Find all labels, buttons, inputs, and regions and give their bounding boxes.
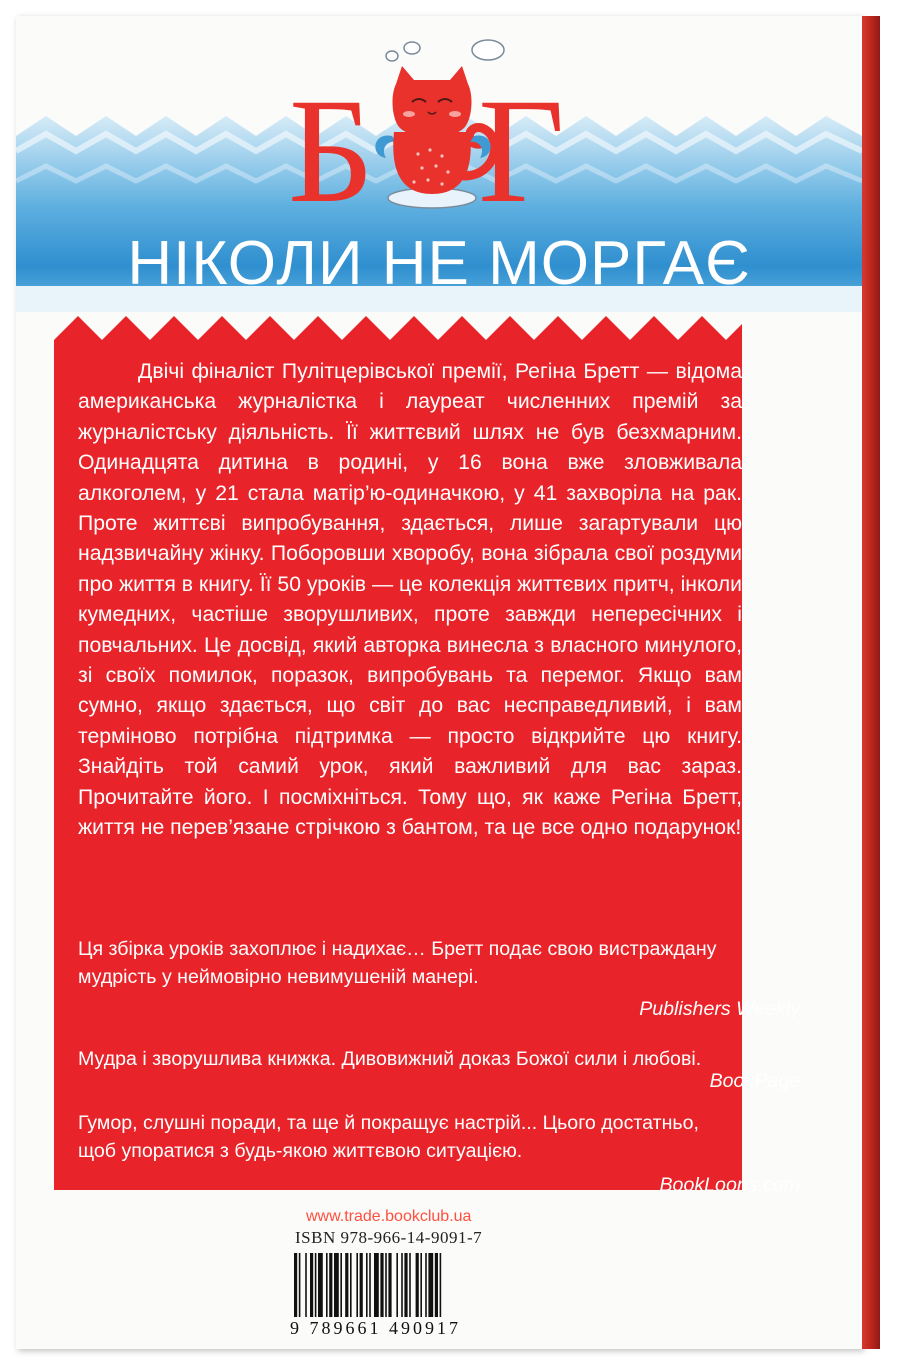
barcode-bar: [396, 1253, 398, 1317]
barcode-bar: [345, 1253, 348, 1317]
barcode-bar: [350, 1253, 352, 1317]
review-source-1: Publishers Weekly: [639, 998, 800, 1020]
barcode-bar: [380, 1253, 383, 1317]
barcode-bar: [360, 1253, 363, 1317]
barcode-bar: [315, 1253, 317, 1317]
publisher-url[interactable]: www.trade.bookclub.ua: [306, 1208, 472, 1225]
barcode-bar: [329, 1253, 332, 1317]
subtitle: НІКОЛИ НЕ МОРГАЄ: [127, 229, 751, 298]
barcode-bar: [425, 1253, 427, 1317]
title: [16, 68, 862, 236]
blurb-text: Двічі фіналіст Пулітцерівської премії, Регіна Бретт — відома американська журналістка і лауреат численних премій за журналістську діяльність. Її життєвий шлях не був безхмарним. Одинадцята дитина в родині, у 16 вона вже зловживала алкоголем, у 21 стала матір’ю-одиначкою, у 41 захворіла на рак. Проте життєві випробування, здається, лише загартували цю надзвичайну жінку. Поборовши хворобу, вона зібрала свої роздуми про життя в книгу. Її 50 уроків — це колекція життєвих притч, інколи кумедних, частіше зворушливих, проте завжди непересічних і повчальних. Це досвід, який авторка винесла з власного минулого, зі своїх помилок, поразок, випробувань та перемог. Якщо вам сумно, якщо здається, що світ до вас несправедливий, і вам терміново потрібна підтримка — просто відкрийте цю книгу. Знайдіть той самий урок, який важливий для вас зараз. Прочитайте його. І посміхніться. Тому що, як каже Регіна Бретт, життя не перев’язане стрічкою з бантом, та це все одно подарунок!: [78, 360, 742, 840]
barcode-bar: [340, 1253, 342, 1317]
barcode-bar: [416, 1253, 419, 1317]
review-source-2: BookPage: [709, 1070, 800, 1092]
barcode-bar: [366, 1253, 368, 1317]
review-quote-3: Гумор, слушні поради, та ще й покращує настрій... Цього достатньо, щоб упоратися з будь-якою життєвою ситуацією.: [78, 1112, 699, 1162]
barcode-bar: [318, 1253, 323, 1317]
title-letter-b: Б: [288, 68, 375, 234]
review-quote-2: Мудра і зворушлива книжка. Дивовижний доказ Божої сили і любові.: [78, 1048, 702, 1070]
barcode-bar: [326, 1253, 328, 1317]
barcode: [290, 1253, 502, 1319]
isbn: ISBN 978-966-14-9091-7: [295, 1228, 483, 1247]
barcode-number: 9 789661 490917: [290, 1318, 461, 1338]
barcode-bar: [294, 1253, 297, 1317]
barcode-bar: [369, 1253, 371, 1317]
barcode-bar: [435, 1253, 438, 1317]
barcode-bar: [409, 1253, 411, 1317]
barcode-bar: [420, 1253, 422, 1317]
review-quote-1: Ця збірка уроків захоплює і надихає… Бретт подає свою вистраждану мудрість у неймовірно невимушеній манері.: [78, 938, 717, 988]
barcode-bar: [385, 1253, 387, 1317]
barcode-bar: [334, 1253, 339, 1317]
barcode-bar: [310, 1253, 313, 1317]
barcode-bar: [299, 1253, 301, 1317]
barcode-bar: [440, 1253, 442, 1317]
barcode-bar: [428, 1253, 433, 1317]
barcode-bar: [305, 1253, 307, 1317]
barcode-bar: [356, 1253, 358, 1317]
barcode-bar: [401, 1253, 403, 1317]
spine-edge: [862, 16, 880, 1349]
barcode-bar: [388, 1253, 391, 1317]
review-source-3: BookLoons.com: [659, 1174, 800, 1196]
barcode-bar: [374, 1253, 379, 1317]
barcode-bar: [404, 1253, 407, 1317]
title-letter-g: Г: [478, 68, 565, 234]
